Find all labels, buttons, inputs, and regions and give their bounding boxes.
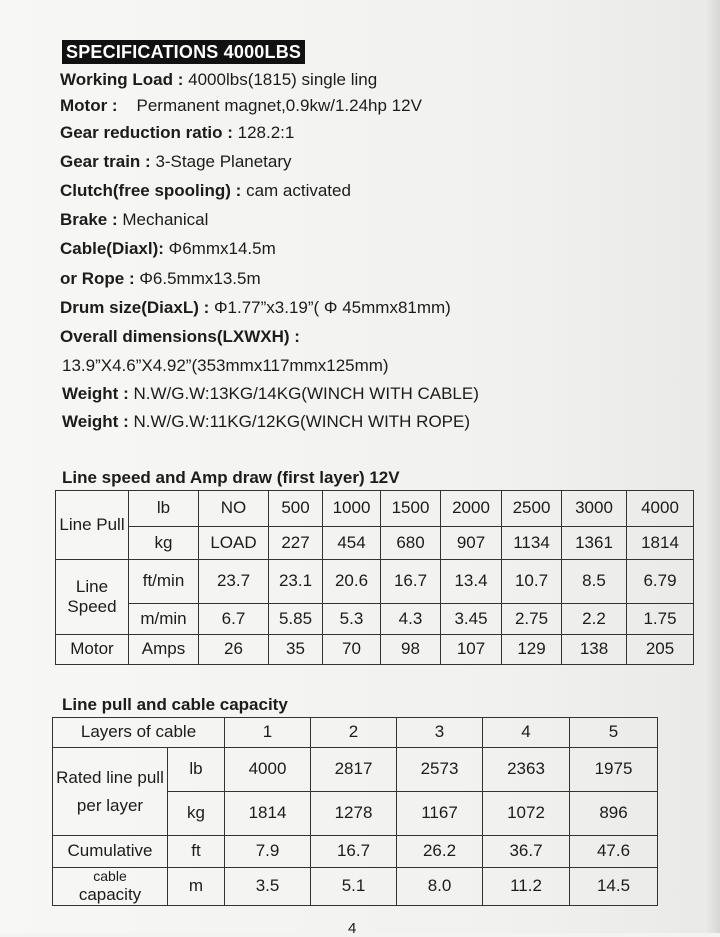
spec-value: 3-Stage Planetary — [155, 152, 292, 171]
page-edge-shadow — [706, 0, 720, 933]
cable-label: cable — [93, 868, 127, 884]
motor-label: Motor — [56, 635, 129, 665]
line-pull-capacity-table — [52, 717, 658, 906]
cell: 2.75 — [502, 604, 562, 635]
unit-ft: ft — [168, 836, 225, 868]
cell: 1975 — [570, 748, 658, 792]
cell: 2000 — [441, 491, 502, 527]
cell: 11.2 — [483, 868, 570, 906]
cell: 7.9 — [225, 836, 311, 868]
cell: 896 — [570, 792, 658, 836]
spec-label: Gear reduction ratio : — [60, 123, 233, 142]
cell: 2573 — [397, 748, 483, 792]
capacity-table-title: Line pull and cable capacity — [62, 695, 288, 714]
cell: NO — [199, 491, 269, 527]
cell: 1134 — [502, 527, 562, 560]
cell: 5.85 — [269, 604, 323, 635]
cell: 907 — [441, 527, 502, 560]
spec-overall-dimensions — [60, 327, 300, 347]
cell: 8.5 — [562, 560, 627, 604]
cell: 23.1 — [269, 560, 323, 604]
cell: 10.7 — [502, 560, 562, 604]
line-speed-label: Line Speed — [56, 560, 129, 635]
cell: 1361 — [562, 527, 627, 560]
cell: 138 — [562, 635, 627, 665]
spec-value: Φ6mmx14.5m — [168, 239, 276, 258]
spec-value: 128.2:1 — [237, 123, 295, 142]
cell: 5.1 — [311, 868, 397, 906]
cell: 13.4 — [441, 560, 502, 604]
cell: 3.5 — [225, 868, 311, 906]
cell: 1278 — [311, 792, 397, 836]
cell: 107 — [441, 635, 502, 665]
cell: 4.3 — [381, 604, 441, 635]
cell: 2817 — [311, 748, 397, 792]
cell: 20.6 — [323, 560, 381, 604]
unit-m: m — [168, 868, 225, 906]
cell: 4000 — [225, 748, 311, 792]
cell: 35 — [269, 635, 323, 665]
spec-motor — [60, 96, 422, 116]
cell: 16.7 — [311, 836, 397, 868]
layer-header: 4 — [483, 718, 570, 748]
cell: 23.7 — [199, 560, 269, 604]
cell: 2363 — [483, 748, 570, 792]
spec-weight-cable — [62, 384, 479, 404]
cell: 14.5 — [570, 868, 658, 906]
unit-kg: kg — [129, 527, 199, 560]
layer-header: 1 — [225, 718, 311, 748]
spec-label: or Rope : — [60, 269, 135, 288]
spec-label: Working Load : — [60, 70, 184, 89]
unit-lb: lb — [129, 491, 199, 527]
cell: 3000 — [562, 491, 627, 527]
cell: 4000 — [627, 491, 694, 527]
line-speed-amp-table — [55, 490, 694, 665]
cell: 47.6 — [570, 836, 658, 868]
spec-dimensions-value — [62, 356, 389, 376]
cell: 2500 — [502, 491, 562, 527]
cell: 205 — [627, 635, 694, 665]
cell: 16.7 — [381, 560, 441, 604]
cell: 500 — [269, 491, 323, 527]
cell: 129 — [502, 635, 562, 665]
spec-rope — [60, 269, 261, 289]
spec-value: N.W/G.W:13KG/14KG(WINCH WITH CABLE) — [133, 384, 479, 403]
spec-label: Weight : — [62, 412, 129, 431]
spec-drum-size — [60, 298, 451, 318]
cell: 2.2 — [562, 604, 627, 635]
cell: 26 — [199, 635, 269, 665]
spec-label: Cable(Diaxl): — [60, 239, 164, 258]
cell: LOAD — [199, 527, 269, 560]
cable-capacity-label — [53, 868, 168, 906]
cell: 680 — [381, 527, 441, 560]
unit-ft-min: ft/min — [129, 560, 199, 604]
spec-label: Weight : — [62, 384, 129, 403]
spec-label: Motor : — [60, 96, 118, 115]
cell: 8.0 — [397, 868, 483, 906]
layers-label: Layers of cable — [53, 718, 225, 748]
cell: 1072 — [483, 792, 570, 836]
spec-value: Mechanical — [122, 210, 209, 229]
cell: 26.2 — [397, 836, 483, 868]
spec-value: Permanent magnet,0.9kw/1.24hp 12V — [136, 96, 422, 115]
layer-header: 2 — [311, 718, 397, 748]
unit-lb: lb — [168, 748, 225, 792]
spec-value: 13.9”X4.6”X4.92”(353mmx117mmx125mm) — [62, 356, 389, 375]
cell: 98 — [381, 635, 441, 665]
speed-table-title: Line speed and Amp draw (first layer) 12V — [62, 468, 400, 487]
unit-amps: Amps — [129, 635, 199, 665]
spec-value: Φ6.5mmx13.5m — [139, 269, 261, 288]
cell: 1.75 — [627, 604, 694, 635]
rated-line-pull-label: Rated line pull per layer — [53, 748, 168, 836]
spec-cable — [60, 239, 276, 259]
cell: 227 — [269, 527, 323, 560]
cell: 36.7 — [483, 836, 570, 868]
spec-value: N.W/G.W:11KG/12KG(WINCH WITH ROPE) — [133, 412, 471, 431]
capacity-label: capacity — [78, 884, 142, 904]
line-pull-label: Line Pull — [56, 491, 129, 560]
cell: 6.79 — [627, 560, 694, 604]
spec-label: Clutch(free spooling) : — [60, 181, 242, 200]
cell: 5.3 — [323, 604, 381, 635]
spec-value: 4000lbs(1815) single ling — [188, 70, 378, 89]
cell: 1000 — [323, 491, 381, 527]
spec-value: Φ1.77”x3.19”( Φ 45mmx81mm) — [213, 298, 451, 317]
spec-brake — [60, 210, 208, 230]
cell: 1500 — [381, 491, 441, 527]
cell: 70 — [323, 635, 381, 665]
spec-label: Gear train : — [60, 152, 151, 171]
cell: 6.7 — [199, 604, 269, 635]
layer-header: 3 — [397, 718, 483, 748]
unit-m-min: m/min — [129, 604, 199, 635]
cell: 454 — [323, 527, 381, 560]
cell: 1814 — [225, 792, 311, 836]
spec-label: Brake : — [60, 210, 118, 229]
spec-working-load — [60, 70, 377, 90]
spec-label: Drum size(DiaxL) : — [60, 298, 210, 317]
spec-weight-rope — [62, 412, 470, 432]
spec-value: cam activated — [246, 181, 351, 200]
cell: 1167 — [397, 792, 483, 836]
page-number: 4 — [348, 920, 357, 937]
unit-kg: kg — [168, 792, 225, 836]
cumulative-label: Cumulative — [53, 836, 168, 868]
spec-gear-train — [60, 152, 292, 172]
cell: 1814 — [627, 527, 694, 560]
cell: 3.45 — [441, 604, 502, 635]
layer-header: 5 — [570, 718, 658, 748]
specifications-heading: SPECIFICATIONS 4000LBS — [62, 40, 305, 64]
spec-gear-ratio — [60, 123, 294, 143]
spec-clutch — [60, 181, 351, 201]
spec-label: Overall dimensions(LXWXH) : — [60, 327, 300, 346]
